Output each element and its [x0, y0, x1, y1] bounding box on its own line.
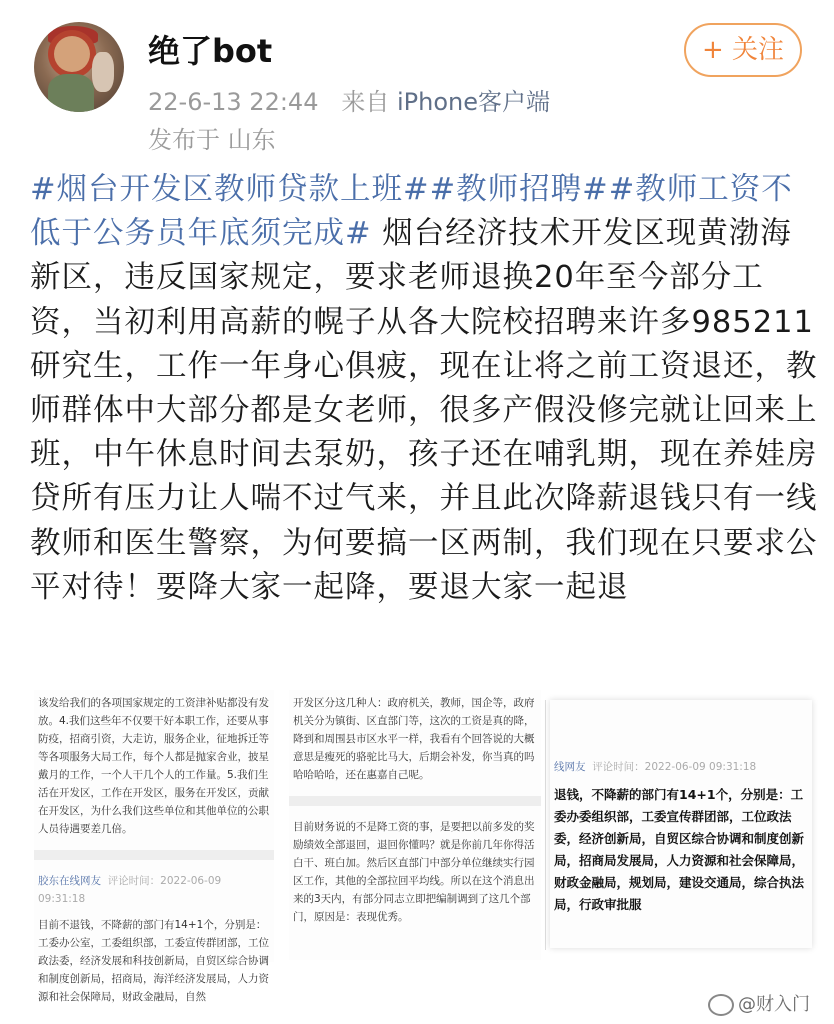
post-location: 发布于 山东: [148, 126, 276, 154]
watermark-text: @财入门: [738, 994, 810, 1015]
screenshot-middle-top-text: 开发区分这几种人：政府机关，教师，国企等，政府机关分为镇街、区直部门等，这次的工资是真的降，降到和周围县市区水平一样，我看有个回答说的大概意思是瘦死的骆驼比马大，后期会补发，你当真的吗哈哈哈哈，还在惠嘉自己呢。: [293, 697, 535, 781]
screenshot-right: [550, 700, 812, 948]
screenshot-middle-bottom-text: 目前财务说的不是降工资的事，是要把以前多发的奖励绩效全部退回，退回你懂吗？就是你前几年你得活白干、班白加。然后区直部门中部分单位继续实行园区工作，其他的全部拉回平均线。所以在这个消息出来的3天内，有部分同志立即把编制调到了这几个部门，原因是：表现优秀。: [293, 821, 535, 923]
screenshot-left-time: 评论时间：2022-06-09 09:31:18: [38, 875, 222, 905]
screenshot-right-user: 线网友: [554, 761, 586, 773]
screenshot-left-user: 胶东在线网友: [38, 875, 101, 887]
divider: [289, 796, 541, 806]
avatar-rabbit: [92, 52, 114, 92]
hashtag-teacher-recruit[interactable]: #教师招聘#: [429, 172, 609, 207]
screenshot-left-bottom-text: 目前不退钱，不降薪的部门有14+1个，分别是：工委办公室，工委组织部，工委宣传群团部，工位政法委，经济发展和科技创新局，自贸区综合协调和制度创新局，招商局，海洋经济发展局，人力资源和社会保障局，财政金融局，自然: [38, 919, 269, 1003]
avatar-doll-body: [48, 74, 94, 112]
source-client[interactable]: iPhone客户端: [397, 88, 551, 116]
post-meta: [148, 82, 550, 117]
divider: [545, 700, 546, 950]
screenshot-left: [34, 690, 274, 1003]
screenshot-right-body: 退钱，不降薪的部门有14+1个，分别是：工委办委组织部，工委宣传群团部，工位政法委，经济创新局，自贸区综合协调和制度创新局，招商局发展局，人力资源和社会保障局，财政金融局，规划局，建设交通局，综合执法局，行政审批服: [554, 787, 805, 912]
divider: [34, 850, 274, 860]
screenshot-right-time: 评论时间：2022-06-09 09:31:18: [592, 761, 757, 773]
follow-button[interactable]: + 关注: [684, 23, 802, 77]
avatar[interactable]: [34, 22, 124, 112]
screenshot-middle: [289, 690, 541, 960]
screenshot-left-top-text: 该发给我们的各项国家规定的工资津补贴都没有发放。4.我们这些年不仅要干好本职工作，还要从事防疫，招商引资，大走访，服务企业，征地拆迁等等各项服务大局工作，每个人都是抛家舍业，披星戴月的工作，一个人干几个人的工作量。5.我们生活在开发区，工作在开发区，服务在开发区，贡献在开发区，为什么我们这些单位和其他单位的公职人员待遇要差几倍。: [38, 697, 269, 835]
hashtag-teacher-salary[interactable]: #教师工资不低于公务员年底须完成#: [30, 172, 793, 252]
post-text: [30, 168, 820, 610]
post-datetime: 22-6-13 22:44: [148, 88, 319, 116]
weibo-logo-icon: [708, 994, 734, 1016]
source-prefix: 来自: [341, 88, 390, 116]
avatar-doll-face: [54, 36, 90, 72]
username[interactable]: 绝了bot: [148, 32, 273, 70]
weibo-watermark: [708, 990, 810, 1016]
post-body: 烟台经济技术开发区现黄渤海新区，违反国家规定，要求老师退换20年至今部分工资，当初利用高薪的幌子从各大院校招聘来许多985211研究生，工作一年身心俱疲，现在让将之前工资退还，教师群体中大部分都是女老师，很多产假没修完就让回来上班，中午休息时间去泵奶，孩子还在哺乳期，现在养娃房贷所有压力让人喘不过气来，并且此次降薪退钱只有一线教师和医生警察，为何要搞一区两制，我们现在只要求公平对待！要降大家一起降，要退大家一起退: [30, 216, 818, 605]
hashtag-teacher-loan[interactable]: #烟台开发区教师贷款上班#: [30, 172, 430, 207]
